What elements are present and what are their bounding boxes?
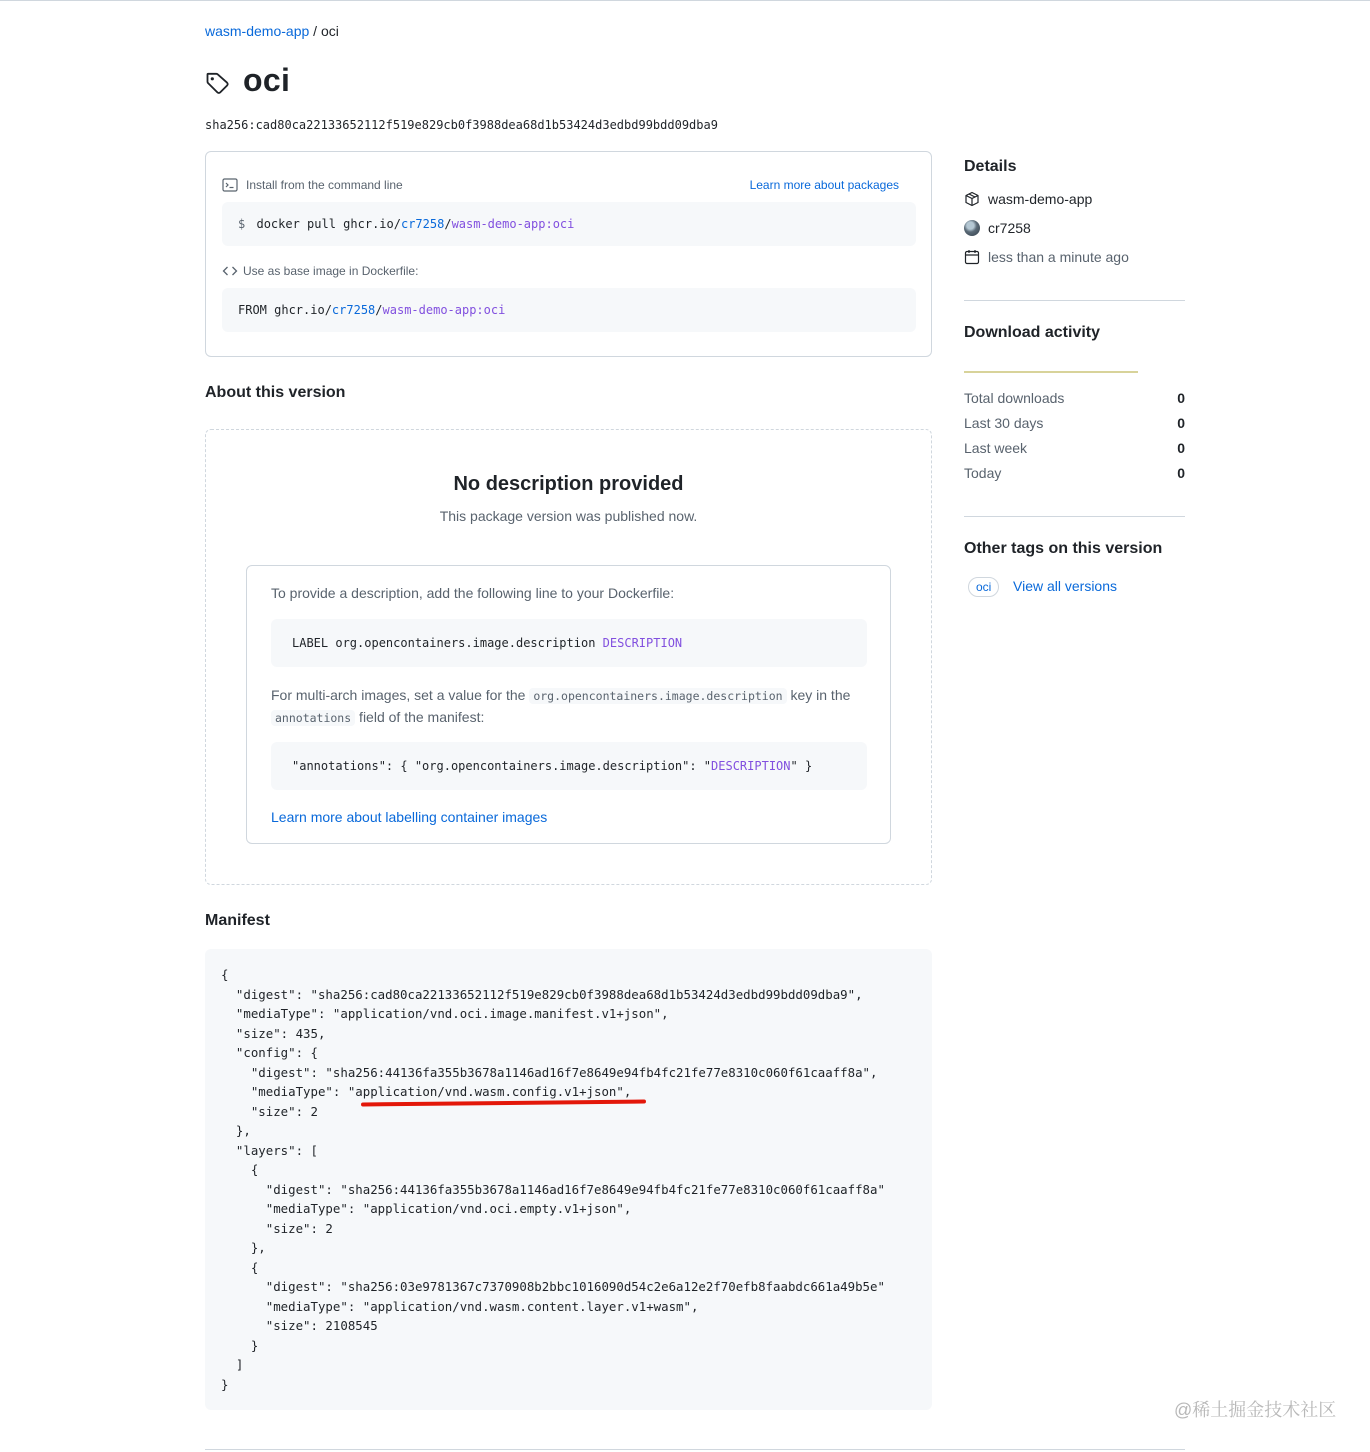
tag-icon [205,71,229,95]
multiarch-text-3: field of the manifest: [355,709,485,725]
stat-value: 0 [1177,415,1185,431]
details-repo[interactable] [964,191,1092,207]
breadcrumb [205,23,339,39]
label-value: DESCRIPTION [602,636,683,650]
details-owner[interactable] [964,220,1031,236]
watermark: @稀土掘金技术社区 [1174,1400,1337,1420]
label-prefix: LABEL org.opencontainers.image.description [292,636,603,650]
details-title: Details [964,158,1017,175]
calendar-icon [964,249,980,265]
multiarch-code-field: annotations [271,710,355,726]
page-title: oci [243,62,291,98]
manifest-code-block[interactable] [205,949,932,1410]
stat-value: 0 [1177,390,1185,406]
pull-prefix: docker pull ghcr.io/ [256,217,401,231]
about-version-title: About this version [205,384,346,401]
annotations-code-line[interactable] [271,742,867,790]
multiarch-text-2: key in the [786,687,851,703]
learn-more-packages-link[interactable]: Learn more about packages [749,178,899,192]
install-heading-text: Install from the command line [246,178,403,192]
view-all-versions-link[interactable]: View all versions [1013,578,1118,594]
breadcrumb-current: oci [320,23,339,39]
about-version-panel [205,429,932,885]
sidebar-divider-2 [964,516,1185,517]
no-description-title: No description provided [453,473,684,495]
label-code-line[interactable] [271,619,867,667]
sidebar-divider-1 [964,300,1185,301]
pull-owner: cr7258 [400,217,445,231]
from-slash: / [375,303,383,317]
top-divider [0,0,1370,1]
stat-value: 0 [1177,465,1185,481]
stat-label: Last week [964,440,1028,456]
install-heading [222,177,403,193]
learn-labelling-link[interactable]: Learn more about labelling container images [271,809,548,825]
manifest-json: { "digest": "sha256:cad80ca22133652112f519e829cb0f3988dea68d1b53424d3edbd99bdd09dba9", "mediaType": "application/vnd.oci.image.manifest.v1+json", "size": 435, "config": { "digest": "sha256:44136fa355b3678a1146ad16f7e8649e94fb4fc21fe77e8310c060f61caaff8a", "mediaType": "application/vnd.wasm.config.v1+json", "size": 2 }, "layers": [ { "digest": "sha256:44136fa355b3678a1146ad16f7e8649e94fb4fc21fe77e8310c060f61caaff8a" "mediaType": "application/vnd.oci.empty.v1+json", "size": 2 }, { "digest": "sha256:03e9781367c7370908b2bbc1016090d54c2e6a12e2f70efb8faabdc661a49b5e" "mediaType": "application/vnd.wasm.content.layer.v1+wasm", "size": 2108545 } ] } [221,967,885,1392]
package-icon [964,191,980,207]
annotations-suffix: " } [790,759,813,773]
prompt-symbol: $ [238,217,246,231]
bottom-divider [205,1449,1185,1450]
breadcrumb-separator: / [313,23,318,39]
description-instructions [246,565,891,844]
multiarch-text [271,685,871,729]
tag-pill-oci[interactable]: oci [968,577,999,597]
docker-pull-command[interactable] [222,202,916,246]
download-activity-title: Download activity [964,324,1101,341]
details-published-text: less than a minute ago [988,249,1129,265]
code-icon [222,263,238,279]
details-owner-name: cr7258 [988,220,1031,236]
install-panel [205,151,932,357]
instruction-text: To provide a description, add the following line to your Dockerfile: [271,585,675,601]
stat-value: 0 [1177,440,1185,456]
stat-label: Total downloads [964,390,1065,406]
owner-avatar-wrap [964,220,980,236]
manifest-title: Manifest [205,912,270,929]
breadcrumb-repo-link[interactable]: wasm-demo-app [205,23,310,39]
stat-label: Last 30 days [964,415,1044,431]
multiarch-text-1: For multi-arch images, set a value for the [271,687,530,703]
base-image-heading [222,263,418,279]
avatar [964,220,980,236]
multiarch-code-key: org.opencontainers.image.description [529,688,786,704]
details-published [964,249,1129,265]
annotations-value: DESCRIPTION [711,759,791,773]
terminal-icon [222,177,238,193]
stat-row [964,440,1185,456]
dockerfile-from-line[interactable] [222,288,916,332]
from-prefix: FROM ghcr.io/ [238,303,332,317]
other-tags-title: Other tags on this version [964,540,1163,557]
annotations-prefix: "annotations": { "org.opencontainers.image.description": " [292,759,712,773]
page-title-row [205,62,290,99]
from-image: wasm-demo-app:oci [382,303,506,317]
stat-label: Today [964,465,1002,481]
from-owner: cr7258 [331,303,376,317]
version-digest: sha256:cad80ca22133652112f519e829cb0f3988dea68d1b53424d3edbd99bdd09dba9 [205,118,718,132]
pull-slash: / [444,217,452,231]
details-repo-name: wasm-demo-app [988,191,1093,207]
stat-row [964,415,1185,431]
stat-row [964,465,1185,481]
base-image-heading-text: Use as base image in Dockerfile: [243,264,419,278]
stat-row [964,390,1185,406]
pull-image: wasm-demo-app:oci [451,217,575,231]
activity-graph [964,371,1138,373]
no-description-subtitle: This package version was published now. [439,508,698,524]
